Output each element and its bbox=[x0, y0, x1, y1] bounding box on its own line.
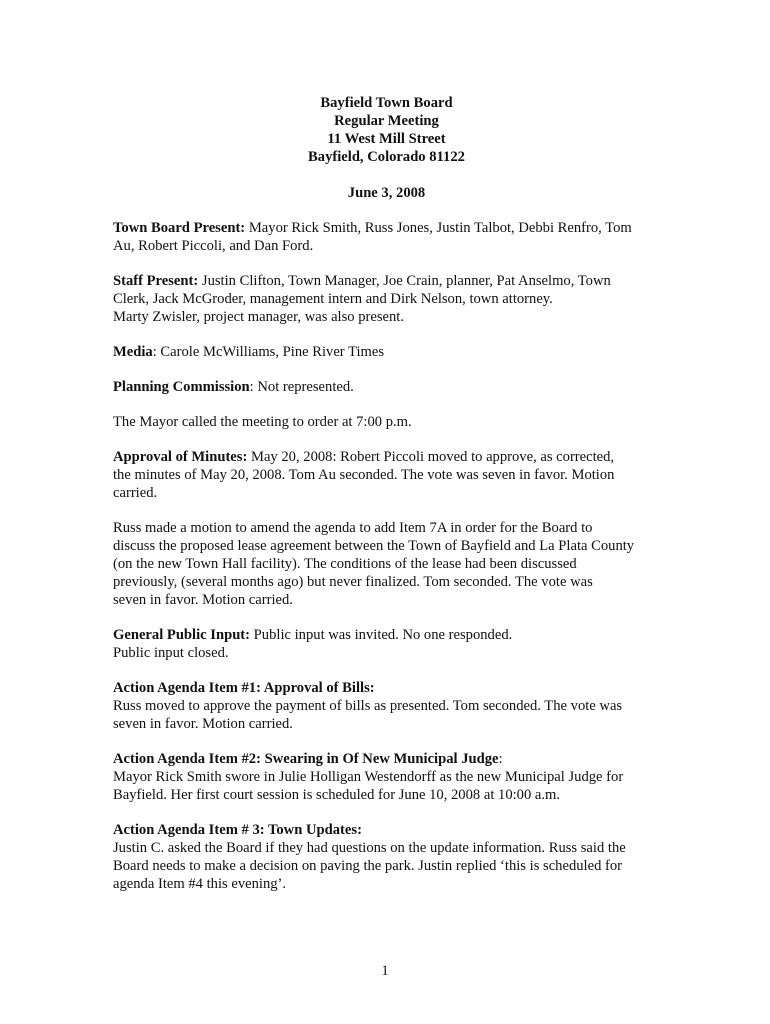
item3-heading: Action Agenda Item # 3: Town Updates: bbox=[113, 822, 362, 838]
board-present-text: Mayor Rick Smith, Russ Jones, Justin Talbot, Debbi Renfro, Tom bbox=[245, 220, 632, 236]
page-number: 1 bbox=[381, 963, 389, 979]
planning-paragraph bbox=[113, 378, 660, 396]
media-paragraph bbox=[113, 343, 660, 361]
planning-text: : Not represented. bbox=[249, 379, 354, 395]
amend-agenda-text: discuss the proposed lease agreement between the Town of Bayfield and La Plata County bbox=[113, 538, 635, 554]
document-header bbox=[113, 94, 660, 166]
item2-heading: Action Agenda Item #2: Swearing in Of New Municipal Judge bbox=[113, 751, 499, 767]
header-city: Bayfield, Colorado 81122 bbox=[308, 149, 465, 165]
amend-agenda-text: seven in favor. Motion carried. bbox=[113, 592, 293, 608]
approval-minutes-text: May 20, 2008: Robert Piccoli moved to approve, as corrected, bbox=[247, 449, 615, 465]
staff-present-text: Marty Zwisler, project manager, was also present. bbox=[113, 309, 405, 325]
item1-paragraph bbox=[113, 679, 660, 733]
item2-paragraph bbox=[113, 750, 660, 804]
header-subtitle: Regular Meeting bbox=[334, 113, 439, 129]
amend-agenda-text: Russ made a motion to amend the agenda to add Item 7A in order for the Board to bbox=[113, 520, 593, 536]
public-input-text: Public input closed. bbox=[113, 645, 229, 661]
item2-text: Bayfield. Her first court session is scheduled for June 10, 2008 at 10:00 a.m. bbox=[113, 787, 561, 803]
item3-text: Justin C. asked the Board if they had questions on the update information. Russ said the bbox=[113, 840, 626, 856]
public-input-text: Public input was invited. No one responded. bbox=[250, 627, 513, 643]
approval-minutes-label: Approval of Minutes: bbox=[113, 449, 248, 465]
board-present-paragraph bbox=[113, 219, 660, 255]
public-input-label: General Public Input: bbox=[113, 627, 251, 643]
board-present-text: Au, Robert Piccoli, and Dan Ford. bbox=[113, 238, 314, 254]
item1-text: seven in favor. Motion carried. bbox=[113, 716, 293, 732]
approval-minutes-text: carried. bbox=[113, 485, 158, 501]
board-present-label: Town Board Present: bbox=[113, 220, 246, 236]
amend-agenda-text: (on the new Town Hall facility). The conditions of the lease had been discussed bbox=[113, 556, 577, 572]
staff-present-label: Staff Present: bbox=[113, 273, 199, 289]
amend-agenda-paragraph bbox=[113, 519, 660, 609]
item3-paragraph bbox=[113, 821, 660, 893]
amend-agenda-text: previously, (several months ago) but never finalized. Tom seconded. The vote was bbox=[113, 574, 593, 590]
media-text: : Carole McWilliams, Pine River Times bbox=[152, 344, 385, 360]
call-to-order-paragraph bbox=[113, 413, 660, 431]
item3-text: agenda Item #4 this evening’. bbox=[113, 876, 287, 892]
media-label: Media bbox=[113, 344, 153, 360]
header-title: Bayfield Town Board bbox=[320, 95, 453, 111]
item1-heading: Action Agenda Item #1: Approval of Bills: bbox=[113, 680, 375, 696]
item1-text: Russ moved to approve the payment of bills as presented. Tom seconded. The vote was bbox=[113, 698, 623, 714]
staff-present-text: Clerk, Jack McGroder, management intern and Dirk Nelson, town attorney. bbox=[113, 291, 553, 307]
header-address: 11 West Mill Street bbox=[327, 131, 446, 147]
staff-present-text: Justin Clifton, Town Manager, Joe Crain, planner, Pat Anselmo, Town bbox=[198, 273, 611, 289]
staff-present-paragraph bbox=[113, 272, 660, 326]
item2-heading-colon: : bbox=[498, 751, 503, 767]
approval-minutes-text: the minutes of May 20, 2008. Tom Au seconded. The vote was seven in favor. Motion bbox=[113, 467, 615, 483]
approval-minutes-paragraph bbox=[113, 448, 660, 502]
call-to-order-text: The Mayor called the meeting to order at 7:00 p.m. bbox=[113, 414, 412, 430]
item3-text: Board needs to make a decision on paving the park. Justin replied ‘this is scheduled for bbox=[113, 858, 623, 874]
public-input-paragraph bbox=[113, 626, 660, 662]
meeting-date: June 3, 2008 bbox=[347, 185, 426, 201]
item2-text: Mayor Rick Smith swore in Julie Holligan Westendorff as the new Municipal Judge for bbox=[113, 769, 624, 785]
planning-label: Planning Commission bbox=[113, 379, 250, 395]
